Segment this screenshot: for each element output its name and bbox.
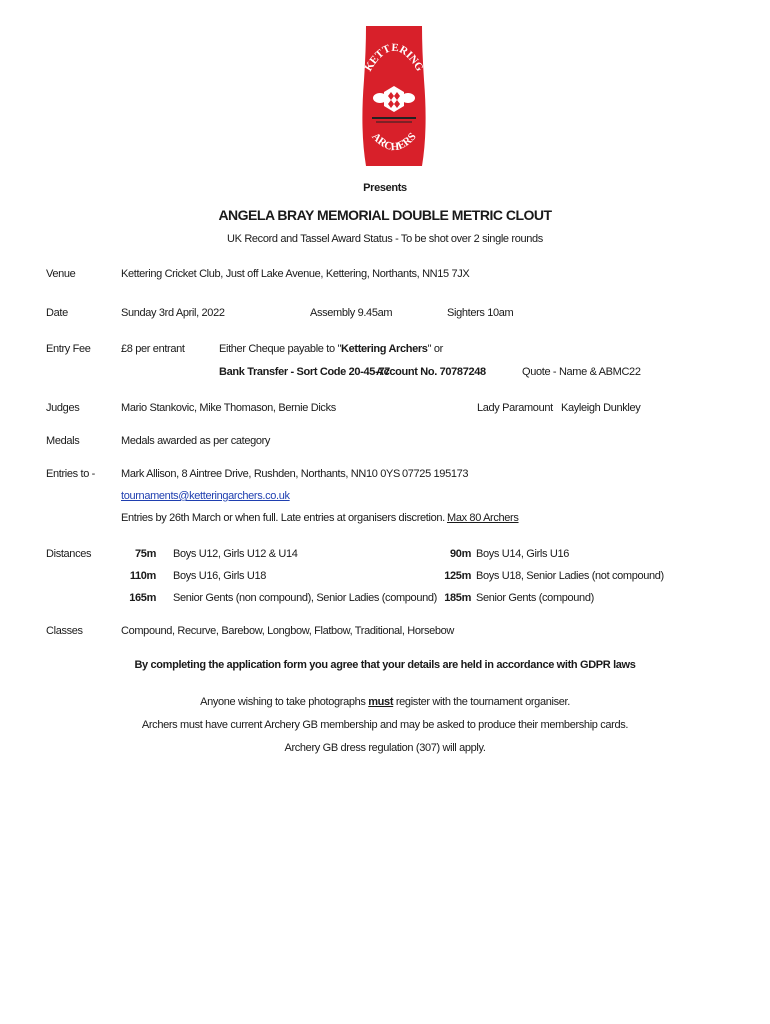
lady-paramount-label: Lady Paramount (477, 402, 553, 414)
photo-prefix: Anyone wishing to take photographs (200, 696, 369, 708)
distance-value: 165m (129, 592, 156, 604)
account-number: Account No. 70787248 (376, 366, 486, 378)
photography-notice (0, 696, 770, 708)
date-value: Sunday 3rd April, 2022 (121, 307, 225, 319)
payment-quote: Quote - Name & ABMC22 (522, 366, 641, 378)
cheque-prefix: Either Cheque payable to " (219, 343, 342, 355)
venue-label: Venue (46, 268, 76, 280)
event-subtitle: UK Record and Tassel Award Status - To be shot over 2 single rounds (227, 233, 543, 245)
club-logo (358, 20, 430, 172)
medals-value: Medals awarded as per category (121, 435, 271, 447)
entry-fee-label: Entry Fee (46, 343, 91, 355)
distances-label: Distances (46, 548, 92, 560)
entries-deadline: Entries by 26th March or when full. Late entries at organisers discretion. (121, 512, 445, 524)
entry-fee-price: £8 per entrant (121, 343, 185, 355)
entries-label: Entries to - (46, 468, 95, 480)
max-archers: Max 80 Archers (447, 512, 519, 524)
distance-category: Boys U14, Girls U16 (476, 548, 569, 560)
event-title: ANGELA BRAY MEMORIAL DOUBLE METRIC CLOUT (218, 207, 552, 223)
distance-value: 75m (135, 548, 156, 560)
logo-text-bottom: ARCHERS (369, 130, 419, 154)
judges-names: Mario Stankovic, Mike Thomason, Bernie Dicks (121, 402, 336, 414)
distance-category: Boys U16, Girls U18 (173, 570, 266, 582)
presents-label: Presents (363, 182, 407, 194)
membership-notice: Archers must have current Archery GB membership and may be asked to produce their membership cards. (141, 719, 629, 731)
distance-category: Boys U18, Senior Ladies (not compound) (476, 570, 664, 582)
entries-address: Mark Allison, 8 Aintree Drive, Rushden, Northants, NN10 0YS (121, 468, 400, 480)
lady-paramount-name: Kayleigh Dunkley (561, 402, 641, 414)
distance-category: Boys U12, Girls U12 & U14 (173, 548, 298, 560)
bank-transfer: Bank Transfer - Sort Code 20-45-77 (219, 366, 390, 378)
medals-label: Medals (46, 435, 80, 447)
sighters-time: Sighters 10am (447, 307, 514, 319)
gdpr-notice: By completing the application form you agree that your details are held in accordance with GDPR laws (134, 659, 636, 671)
photo-suffix: register with the tournament organiser. (393, 696, 570, 708)
entries-phone: 07725 195173 (402, 468, 469, 480)
distance-value: 185m (444, 592, 471, 604)
assembly-time: Assembly 9.45am (310, 307, 393, 319)
venue-value: Kettering Cricket Club, Just off Lake Avenue, Kettering, Northants, NN15 7JX (121, 268, 470, 280)
dress-notice: Archery GB dress regulation (307) will apply. (284, 742, 486, 754)
distance-category: Senior Gents (non compound), Senior Ladies (compound) (173, 592, 437, 604)
cheque-suffix: " or (427, 343, 443, 355)
classes-value: Compound, Recurve, Barebow, Longbow, Flatbow, Traditional, Horsebow (121, 625, 455, 637)
entries-email-link[interactable]: tournaments@ketteringarchers.co.uk (121, 490, 290, 502)
classes-label: Classes (46, 625, 83, 637)
cheque-payee: Kettering Archers (341, 343, 428, 355)
distance-value: 125m (444, 570, 471, 582)
distance-value: 110m (129, 570, 156, 582)
logo-text-top: KETTERING (362, 41, 426, 74)
distance-category: Senior Gents (compound) (476, 592, 594, 604)
judges-label: Judges (46, 402, 80, 414)
cheque-instructions (219, 343, 443, 355)
date-label: Date (46, 307, 68, 319)
photo-must: must (368, 696, 394, 708)
distance-value: 90m (450, 548, 471, 560)
